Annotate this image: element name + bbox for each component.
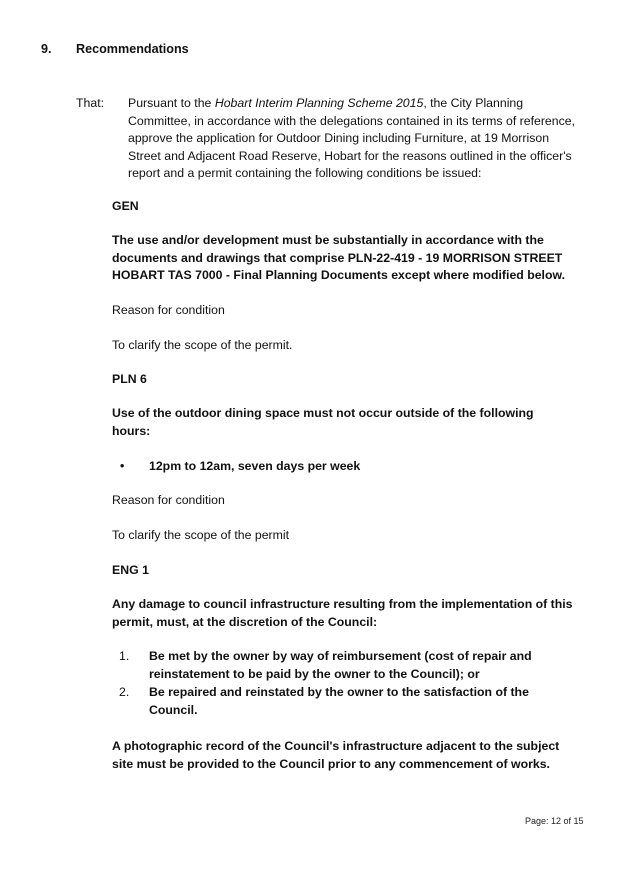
list-item-number: 2. bbox=[119, 685, 130, 699]
reason-label-pln6: Reason for condition bbox=[112, 493, 225, 507]
section-number: 9. bbox=[41, 42, 52, 56]
intro-paragraph bbox=[128, 95, 578, 183]
list-item: Be repaired and reinstated by the owner to the satisfaction of the Council. bbox=[149, 685, 529, 717]
condition-code-gen: GEN bbox=[112, 199, 139, 213]
section-title: Recommendations bbox=[76, 42, 189, 56]
condition-code-pln6: PLN 6 bbox=[112, 372, 147, 386]
intro-label: That: bbox=[76, 96, 105, 110]
list-item: Be met by the owner by way of reimbursement (cost of repair and reinstatement to be paid by the owner to the Council); or bbox=[149, 649, 532, 681]
condition-text-eng1: Any damage to council infrastructure resulting from the implementation of this permit, must, at the discretion of the Council: bbox=[112, 597, 573, 629]
intro-text-after: , the City Planning Committee, in accordance with the delegations contained in its terms of reference, approve the application for Outdoor Dining including Furniture, at 19 Morrison Street and Adjacent Road Reserve, Hobart for the reasons outlined in the officer's report and a permit containing the following conditions be issued: bbox=[128, 96, 576, 180]
condition-code-eng1: ENG 1 bbox=[112, 563, 149, 577]
reason-pln6: To clarify the scope of the permit bbox=[112, 528, 290, 542]
hours-bullet: 12pm to 12am, seven days per week bbox=[149, 459, 361, 473]
condition-text-gen: The use and/or development must be substantially in accordance with the documents and drawings that comprise PLN-22-419 - 19 MORRISON STREET HOBART TAS 7000 - Final Planning Documents except where modified below. bbox=[112, 233, 566, 282]
page-number: Page: 12 of 15 bbox=[525, 816, 584, 826]
reason-gen: To clarify the scope of the permit. bbox=[112, 338, 293, 352]
list-item-number: 1. bbox=[119, 649, 130, 663]
planning-scheme-title: Hobart Interim Planning Scheme 2015 bbox=[214, 96, 424, 110]
condition-text-pln6: Use of the outdoor dining space must not occur outside of the following hours: bbox=[112, 406, 534, 438]
intro-text-before: Pursuant to the bbox=[128, 96, 215, 110]
photographic-record-requirement: A photographic record of the Council's infrastructure adjacent to the subject site must be provided to the Council prior to any commencement of works. bbox=[112, 739, 560, 771]
bullet-marker: • bbox=[120, 459, 125, 473]
reason-label-gen: Reason for condition bbox=[112, 303, 225, 317]
